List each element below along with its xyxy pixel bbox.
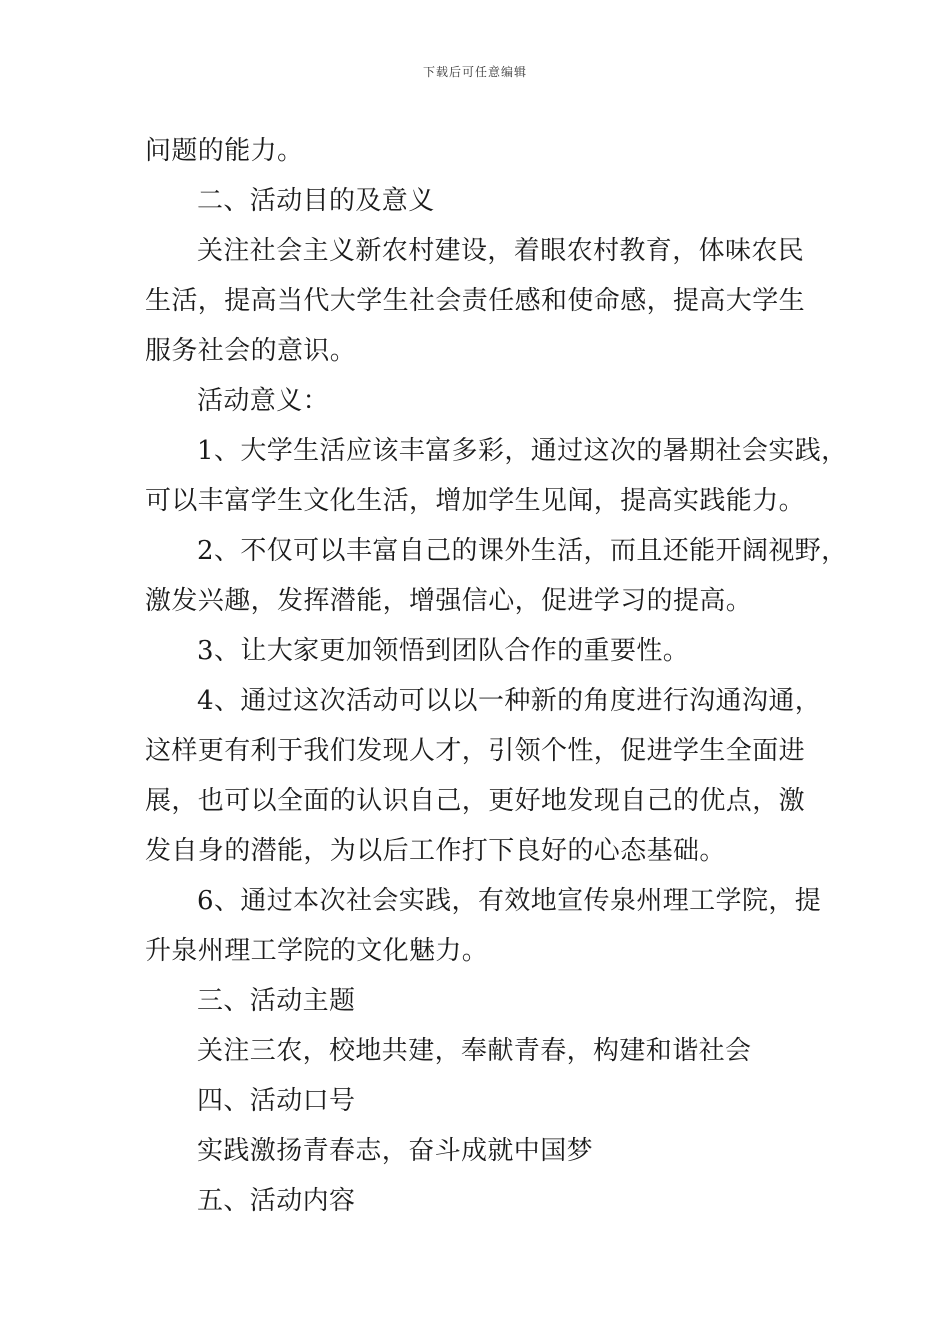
- text-line: 关注三农，校地共建，奉献青春，构建和谐社会: [197, 1036, 752, 1066]
- text-line: 激发兴趣，发挥潜能，增强信心，促进学习的提高。: [145, 586, 753, 616]
- document-body: [145, 126, 848, 1226]
- section-heading: 二、活动目的及意义: [197, 186, 435, 216]
- text-line: 升泉州理工学院的文化魅力。: [145, 936, 489, 966]
- list-item: 4、通过这次活动可以以一种新的角度进行沟通沟通，: [197, 686, 822, 716]
- section-heading: 三、活动主题: [197, 986, 356, 1016]
- subheading: 活动意义：: [197, 386, 330, 416]
- text-line: 服务社会的意识。: [145, 336, 357, 366]
- list-item: 6、通过本次社会实践，有效地宣传泉州理工学院，提: [197, 886, 822, 916]
- page-header: 下载后可任意编辑: [422, 65, 527, 79]
- list-item: 2、不仅可以丰富自己的课外生活，而且还能开阔视野，: [197, 536, 848, 566]
- section-heading: 五、活动内容: [197, 1186, 356, 1216]
- text-line: 可以丰富学生文化生活，增加学生见闻，提高实践能力。: [145, 486, 806, 516]
- text-line: 实践激扬青春志，奋斗成就中国梦: [197, 1136, 594, 1166]
- text-line: 展，也可以全面的认识自己，更好地发现自己的优点，激: [145, 786, 806, 816]
- text-line: 问题的能力。: [145, 136, 304, 166]
- list-item: 1、大学生活应该丰富多彩，通过这次的暑期社会实践，: [197, 436, 848, 466]
- list-item: 3、让大家更加领悟到团队合作的重要性。: [197, 636, 690, 666]
- text-line: 关注社会主义新农村建设，着眼农村教育，体味农民: [197, 236, 805, 266]
- text-line: 发自身的潜能，为以后工作打下良好的心态基础。: [145, 836, 726, 866]
- text-line: 生活，提高当代大学生社会责任感和使命感，提高大学生: [145, 286, 806, 316]
- text-line: 这样更有利于我们发现人才，引领个性，促进学生全面进: [145, 736, 806, 766]
- section-heading: 四、活动口号: [197, 1086, 356, 1116]
